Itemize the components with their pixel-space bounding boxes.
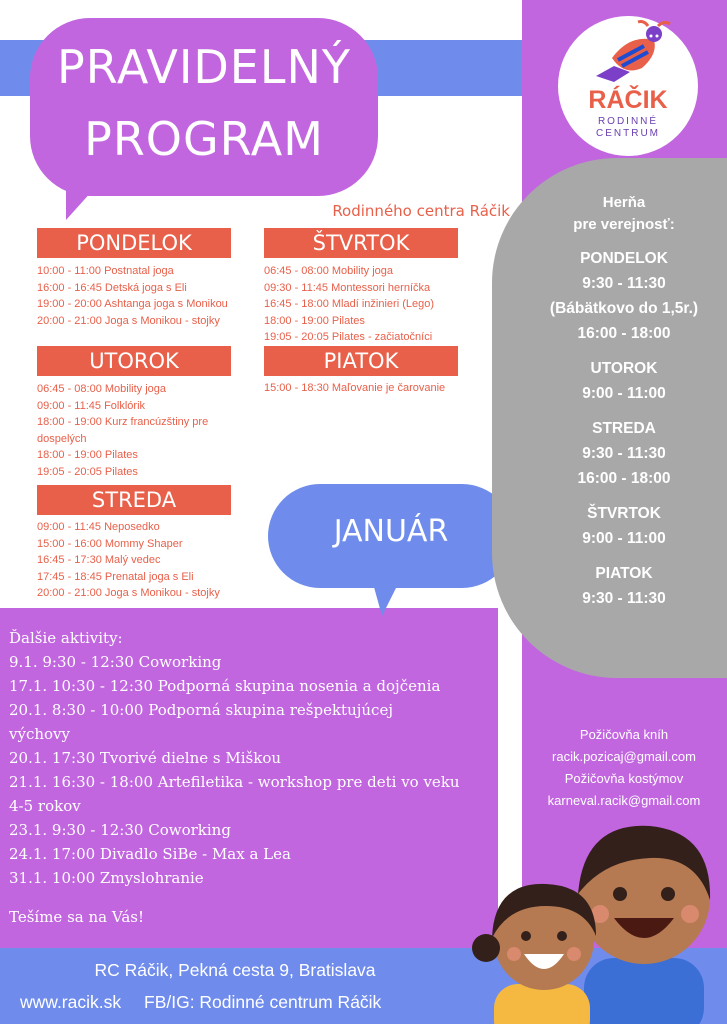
day-header-utorok: UTOROK	[37, 346, 231, 376]
page-title-line2: PROGRAM	[84, 112, 324, 166]
closing-text: Tešíme sa na Vás!	[9, 908, 144, 926]
playroom-time: 9:30 - 11:30	[582, 445, 666, 462]
footer-contacts	[20, 992, 480, 1013]
schedule-item: 19:05 - 20:05 Pilates	[37, 465, 138, 478]
playroom-title-2: pre verejnosť:	[573, 216, 675, 233]
activities-heading: Ďalšie aktivity:	[9, 629, 123, 647]
schedule-list-pondelok	[37, 263, 267, 329]
logo-subtitle-2: CENTRUM	[596, 128, 660, 139]
schedule-list-utorok	[37, 381, 267, 480]
playroom-time: (Bábätkovo do 1,5r.)	[549, 300, 699, 317]
schedule-item: 09:30 - 11:45 Montessori herníčka	[264, 281, 431, 294]
children-illustration-icon	[464, 808, 727, 1024]
schedule-item: 09:00 - 11:45 Folklórik	[37, 399, 146, 412]
rental-info	[526, 724, 722, 812]
schedule-item: 17:45 - 18:45 Prenatal joga s Eli	[37, 570, 194, 583]
playroom-time: 9:00 - 11:00	[582, 385, 666, 402]
month-label: JANUÁR	[333, 514, 449, 549]
activity-item: 23.1. 9:30 - 12:30 Coworking	[9, 821, 231, 839]
day-header-pondelok: PONDELOK	[37, 228, 231, 258]
schedule-item: 15:00 - 16:00 Mommy Shaper	[37, 537, 183, 550]
schedule-item: 06:45 - 08:00 Mobility joga	[37, 383, 167, 395]
activity-item: 4-5 rokov	[9, 797, 81, 815]
schedule-item: 15:00 - 18:30 Maľovanie je čarovanie	[264, 382, 446, 394]
activity-item: 20.1. 8:30 - 10:00 Podporná skupina rešpektujúcej	[9, 701, 393, 719]
crayfish-logo-icon	[584, 20, 674, 88]
activity-item: 17.1. 10:30 - 12:30 Podporná skupina nosenia a dojčenia	[9, 677, 441, 695]
playroom-day-name: STREDA	[592, 420, 656, 437]
schedule-item: 09:00 - 11:45 Neposedko	[37, 521, 160, 533]
logo-subtitle-1: RODINNÉ	[597, 116, 659, 127]
spacer	[528, 491, 720, 501]
activity-item: 21.1. 16:30 - 18:00 Artefiletika - workshop pre deti vo veku	[9, 773, 460, 791]
schedule-item: 06:45 - 08:00 Mobility joga	[264, 265, 394, 277]
page-subtitle: Rodinného centra Ráčik	[332, 202, 510, 220]
other-activities	[9, 626, 491, 890]
costume-rental-label: Požičovňa kostýmov	[564, 771, 684, 786]
schedule-item: 20:00 - 21:00 Joga s Monikou - stojky	[37, 314, 220, 327]
playroom-day-name: ŠTVRTOK	[587, 505, 661, 522]
schedule-item: 16:45 - 18:00 Mladí inžinieri (Lego)	[264, 298, 434, 310]
playroom-day-name: PIATOK	[595, 565, 653, 582]
schedule-list-stvrtok	[264, 263, 494, 346]
books-rental-label: Požičovňa kníh	[579, 727, 669, 742]
month-bubble-tail	[372, 580, 400, 616]
activity-item: 20.1. 17:30 Tvorivé dielne s Miškou	[9, 749, 282, 767]
activity-item: 24.1. 17:00 Divadlo SiBe - Max a Lea	[9, 845, 291, 863]
playroom-day-name: PONDELOK	[580, 250, 668, 267]
schedule-item: 19:00 - 20:00 Ashtanga joga s Monikou	[37, 298, 228, 310]
playroom-day-list	[528, 236, 720, 611]
logo-name: RÁČIK	[588, 86, 668, 114]
title-bubble-tail	[66, 180, 102, 220]
schedule-item: 18:00 - 19:00 Kurz francúzštiny pre	[37, 416, 209, 428]
playroom-time: 16:00 - 18:00	[577, 325, 671, 342]
footer-website[interactable]: www.racik.sk	[20, 992, 122, 1012]
playroom-time: 16:00 - 18:00	[577, 470, 671, 487]
schedule-item: 20:00 - 21:00 Joga s Monikou - stojky	[37, 587, 220, 599]
playroom-time: 9:00 - 11:00	[582, 530, 666, 547]
footer-social[interactable]: FB/IG: Rodinné centrum Ráčik	[144, 992, 382, 1012]
schedule-item: 16:00 - 16:45 Detská joga s Eli	[37, 281, 187, 294]
spacer	[528, 551, 720, 561]
activity-item: 31.1. 10:00 Zmyslohranie	[9, 869, 204, 887]
playroom-title-1: Herňa	[602, 194, 646, 211]
activity-item: 9.1. 9:30 - 12:30 Coworking	[9, 653, 222, 671]
spacer	[528, 406, 720, 416]
schedule-list-streda	[37, 519, 267, 602]
schedule-item: 10:00 - 11:00 Postnatal joga	[37, 265, 174, 277]
page-title-line1: PRAVIDELNÝ	[56, 40, 352, 94]
costume-rental-email[interactable]: karneval.racik@gmail.com	[547, 793, 701, 808]
spacer	[528, 346, 720, 356]
playroom-hours	[528, 192, 720, 611]
playroom-time: 9:30 - 11:30	[582, 275, 666, 292]
schedule-item: 16:45 - 17:30 Malý vedec	[37, 554, 161, 566]
playroom-time: 9:30 - 11:30	[582, 590, 666, 607]
schedule-item: 18:00 - 19:00 Pilates	[264, 314, 365, 327]
schedule-item: 18:00 - 19:00 Pilates	[37, 449, 138, 461]
day-header-stvrtok: ŠTVRTOK	[264, 228, 458, 258]
footer-address: RC Ráčik, Pekná cesta 9, Bratislava	[94, 960, 376, 980]
day-header-piatok: PIATOK	[264, 346, 458, 376]
activity-item: výchovy	[9, 725, 70, 743]
schedule-item: 19:05 - 20:05 Pilates - začiatočníci	[264, 331, 433, 343]
playroom-day-name: UTOROK	[590, 360, 658, 377]
spacer	[528, 236, 720, 246]
activities-list	[9, 650, 491, 890]
books-rental-email[interactable]: racik.pozicaj@gmail.com	[552, 749, 696, 764]
schedule-list-piatok	[264, 380, 494, 397]
schedule-item: dospelých	[37, 432, 87, 445]
day-header-streda: STREDA	[37, 485, 231, 515]
